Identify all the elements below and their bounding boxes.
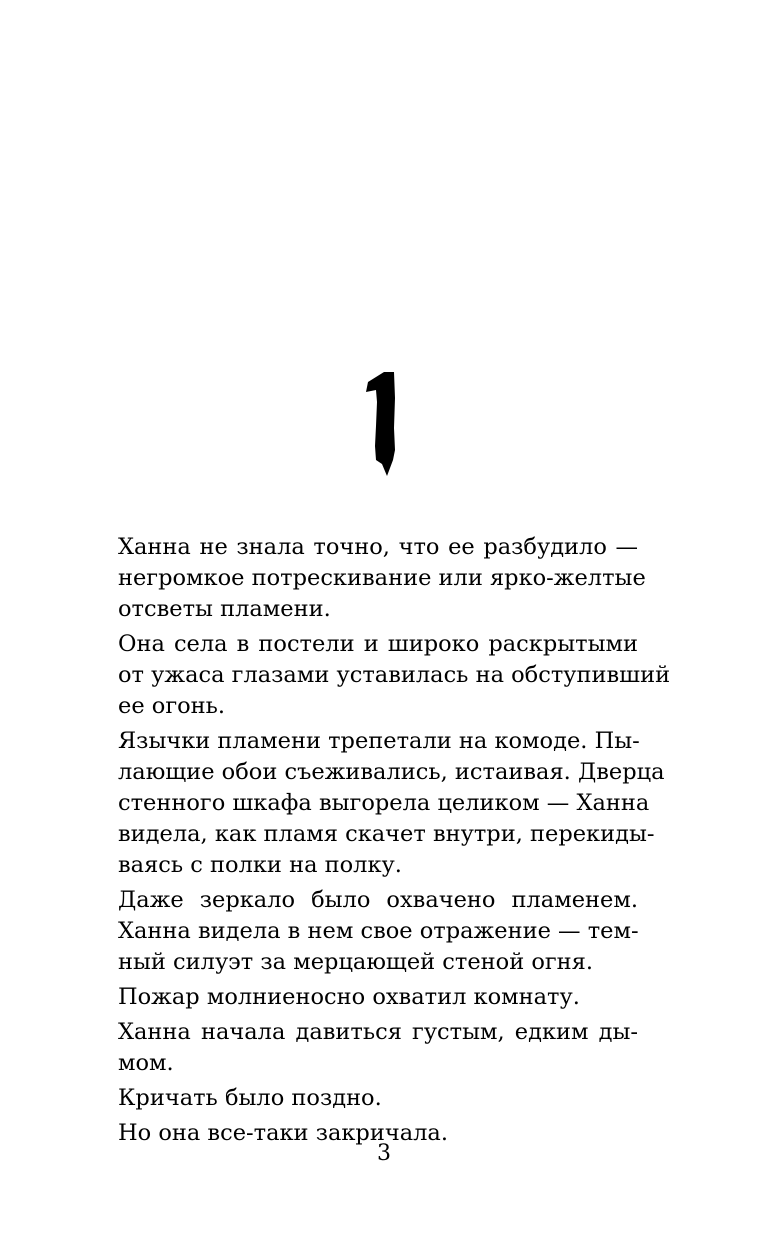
text-line: Ханна начала давиться густым, едким ды- (118, 1019, 638, 1045)
paragraph (118, 982, 638, 1013)
text-line: Язычки пламени трепетали на комоде. Пы- (118, 728, 640, 754)
text-line: Кричать было поздно. (118, 1085, 382, 1111)
text-line: негромкое потрескивание или ярко-желтые (118, 565, 646, 591)
page-number: 3 (377, 1141, 391, 1166)
paragraph (118, 726, 665, 881)
text-line: ный силуэт за мерцающей стеной огня. (118, 949, 594, 975)
paragraph (118, 885, 638, 978)
text-line: Ханна видела в нем свое отражение — тем- (118, 918, 639, 944)
paragraph (118, 629, 671, 722)
chapter-numeral-one (354, 368, 414, 478)
text-line: Пожар молниеносно охватил комнату. (118, 984, 580, 1010)
text-line: видела, как пламя скачет внутри, перекиды- (118, 821, 655, 847)
text-line: стенного шкафа выгорела целиком — Ханна (118, 790, 650, 816)
body-text (118, 532, 671, 1153)
text-line: ее огонь. (118, 693, 226, 719)
text-line: Она села в постели и широко раскрытыми (118, 631, 638, 657)
text-line: Даже зеркало было охвачено пламенем. (118, 887, 638, 913)
paragraph (118, 1083, 638, 1114)
text-line: мом. (118, 1050, 174, 1076)
text-line: Но она все-таки закричала. (118, 1120, 448, 1146)
text-line: лающие обои съеживались, истаивая. Дверца (118, 759, 665, 785)
chapter-number (0, 368, 768, 482)
text-line: отсветы пламени. (118, 596, 331, 622)
text-line: ваясь с полки на полку. (118, 852, 402, 878)
text-line: от ужаса глазами уставилась на обступивший (118, 662, 671, 688)
text-line: Ханна не знала точно, что ее разбудило — (118, 534, 638, 560)
paragraph (118, 1017, 638, 1079)
paragraph (118, 532, 646, 625)
